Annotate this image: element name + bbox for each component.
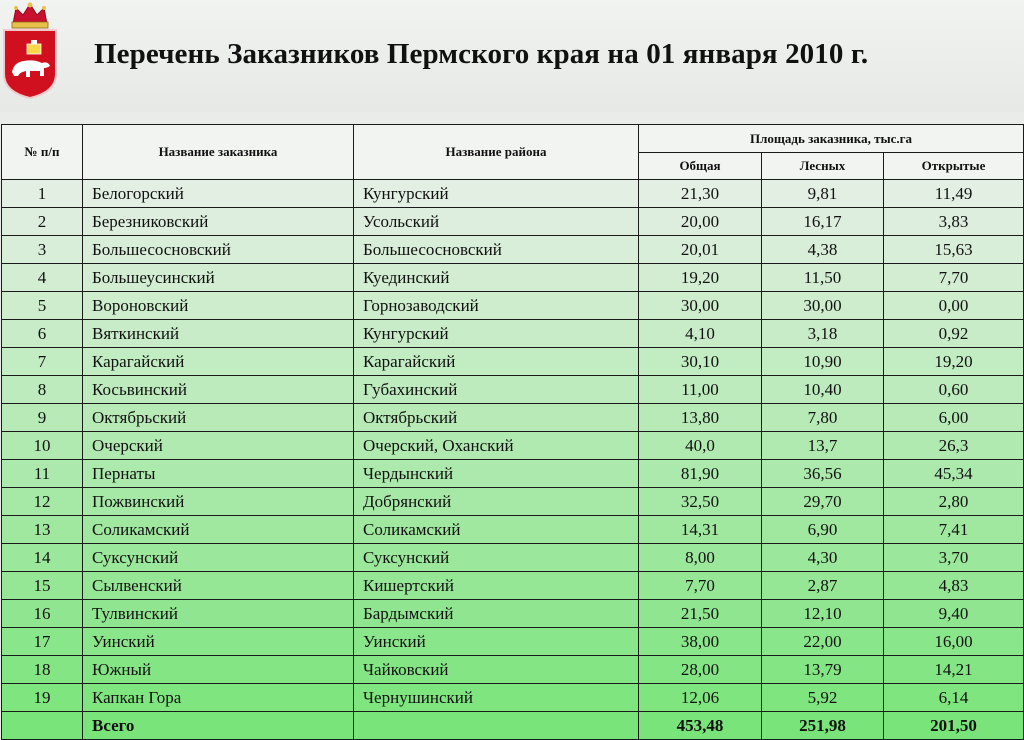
row-number: 4 — [2, 264, 83, 292]
row-number: 18 — [2, 656, 83, 684]
area-total: 13,80 — [639, 404, 762, 432]
row-number: 15 — [2, 572, 83, 600]
area-open: 14,21 — [884, 656, 1024, 684]
area-forest: 10,90 — [762, 348, 884, 376]
totals-empty-cell — [2, 712, 83, 740]
area-forest: 22,00 — [762, 628, 884, 656]
district-name: Большесосновский — [354, 236, 639, 264]
area-open: 19,20 — [884, 348, 1024, 376]
area-open: 3,70 — [884, 544, 1024, 572]
area-forest: 13,7 — [762, 432, 884, 460]
area-total: 4,10 — [639, 320, 762, 348]
table-row — [2, 264, 1024, 292]
reserve-name: Очерский — [83, 432, 354, 460]
area-open: 16,00 — [884, 628, 1024, 656]
table-row — [2, 544, 1024, 572]
area-forest: 3,18 — [762, 320, 884, 348]
table-row — [2, 572, 1024, 600]
table-row — [2, 628, 1024, 656]
row-number: 5 — [2, 292, 83, 320]
area-open: 6,14 — [884, 684, 1024, 712]
table-row — [2, 236, 1024, 264]
reserve-name: Уинский — [83, 628, 354, 656]
table-row — [2, 348, 1024, 376]
area-total: 32,50 — [639, 488, 762, 516]
table-row — [2, 460, 1024, 488]
area-forest: 10,40 — [762, 376, 884, 404]
area-open: 2,80 — [884, 488, 1024, 516]
district-name: Чайковский — [354, 656, 639, 684]
area-open: 7,41 — [884, 516, 1024, 544]
area-total: 20,01 — [639, 236, 762, 264]
area-total: 21,30 — [639, 180, 762, 208]
reserve-name: Березниковский — [83, 208, 354, 236]
table-row — [2, 180, 1024, 208]
reserve-name: Большеусинский — [83, 264, 354, 292]
table-row — [2, 684, 1024, 712]
totals-label: Всего — [83, 712, 354, 740]
area-forest: 5,92 — [762, 684, 884, 712]
row-number: 10 — [2, 432, 83, 460]
table-row — [2, 208, 1024, 236]
reserve-name: Большесосновский — [83, 236, 354, 264]
table-row — [2, 292, 1024, 320]
area-forest: 30,00 — [762, 292, 884, 320]
area-open: 0,92 — [884, 320, 1024, 348]
area-open: 11,49 — [884, 180, 1024, 208]
table-row — [2, 516, 1024, 544]
header-area-total: Общая — [639, 153, 762, 180]
area-open: 3,83 — [884, 208, 1024, 236]
row-number: 11 — [2, 460, 83, 488]
area-forest: 11,50 — [762, 264, 884, 292]
table-row — [2, 600, 1024, 628]
district-name: Уинский — [354, 628, 639, 656]
area-total: 19,20 — [639, 264, 762, 292]
district-name: Кунгурский — [354, 180, 639, 208]
row-number: 6 — [2, 320, 83, 348]
area-total: 11,00 — [639, 376, 762, 404]
area-total: 12,06 — [639, 684, 762, 712]
area-forest: 36,56 — [762, 460, 884, 488]
reserves-table — [1, 124, 1024, 740]
area-forest: 2,87 — [762, 572, 884, 600]
header-area-forest: Лесных — [762, 153, 884, 180]
area-forest: 16,17 — [762, 208, 884, 236]
row-number: 7 — [2, 348, 83, 376]
reserve-name: Вороновский — [83, 292, 354, 320]
area-open: 6,00 — [884, 404, 1024, 432]
header-name: Название заказника — [83, 125, 354, 180]
area-open: 26,3 — [884, 432, 1024, 460]
table-row — [2, 432, 1024, 460]
table-row — [2, 320, 1024, 348]
district-name: Усольский — [354, 208, 639, 236]
area-open: 45,34 — [884, 460, 1024, 488]
row-number: 19 — [2, 684, 83, 712]
reserve-name: Тулвинский — [83, 600, 354, 628]
district-name: Горнозаводский — [354, 292, 639, 320]
row-number: 3 — [2, 236, 83, 264]
header-area-open: Открытые — [884, 153, 1024, 180]
area-forest: 29,70 — [762, 488, 884, 516]
area-open: 4,83 — [884, 572, 1024, 600]
district-name: Куединский — [354, 264, 639, 292]
area-total: 8,00 — [639, 544, 762, 572]
totals-empty-cell — [354, 712, 639, 740]
row-number: 1 — [2, 180, 83, 208]
district-name: Кишертский — [354, 572, 639, 600]
totals-area-total: 453,48 — [639, 712, 762, 740]
row-number: 14 — [2, 544, 83, 572]
area-total: 28,00 — [639, 656, 762, 684]
row-number: 9 — [2, 404, 83, 432]
district-name: Кунгурский — [354, 320, 639, 348]
area-open: 7,70 — [884, 264, 1024, 292]
reserve-name: Белогорский — [83, 180, 354, 208]
reserve-name: Карагайский — [83, 348, 354, 376]
reserve-name: Пожвинский — [83, 488, 354, 516]
header-district: Название района — [354, 125, 639, 180]
row-number: 8 — [2, 376, 83, 404]
district-name: Чердынский — [354, 460, 639, 488]
area-forest: 13,79 — [762, 656, 884, 684]
table-row — [2, 656, 1024, 684]
totals-area-open: 201,50 — [884, 712, 1024, 740]
reserve-name: Октябрьский — [83, 404, 354, 432]
table-row — [2, 404, 1024, 432]
district-name: Октябрьский — [354, 404, 639, 432]
reserve-name: Косьвинский — [83, 376, 354, 404]
area-forest: 12,10 — [762, 600, 884, 628]
header-num: № п/п — [2, 125, 83, 180]
area-open: 15,63 — [884, 236, 1024, 264]
area-forest: 9,81 — [762, 180, 884, 208]
totals-row — [2, 712, 1024, 740]
area-open: 0,00 — [884, 292, 1024, 320]
area-forest: 6,90 — [762, 516, 884, 544]
area-forest: 4,30 — [762, 544, 884, 572]
area-total: 21,50 — [639, 600, 762, 628]
area-total: 81,90 — [639, 460, 762, 488]
row-number: 17 — [2, 628, 83, 656]
page-title: Перечень Заказников Пермского края на 01 января 2010 г. — [94, 38, 869, 70]
district-name: Соликамский — [354, 516, 639, 544]
district-name: Суксунский — [354, 544, 639, 572]
reserve-name: Суксунский — [83, 544, 354, 572]
totals-area-forest: 251,98 — [762, 712, 884, 740]
area-open: 0,60 — [884, 376, 1024, 404]
area-total: 40,0 — [639, 432, 762, 460]
area-total: 38,00 — [639, 628, 762, 656]
reserve-name: Пернаты — [83, 460, 354, 488]
row-number: 12 — [2, 488, 83, 516]
reserve-name: Сылвенский — [83, 572, 354, 600]
district-name: Губахинский — [354, 376, 639, 404]
reserve-name: Южный — [83, 656, 354, 684]
area-open: 9,40 — [884, 600, 1024, 628]
district-name: Бардымский — [354, 600, 639, 628]
area-total: 30,00 — [639, 292, 762, 320]
area-total: 7,70 — [639, 572, 762, 600]
reserve-name: Капкан Гора — [83, 684, 354, 712]
row-number: 16 — [2, 600, 83, 628]
reserve-name: Соликамский — [83, 516, 354, 544]
row-number: 2 — [2, 208, 83, 236]
district-name: Карагайский — [354, 348, 639, 376]
district-name: Чернушинский — [354, 684, 639, 712]
perm-krai-coat-of-arms-icon — [0, 0, 60, 100]
table-row — [2, 376, 1024, 404]
slide-header — [0, 0, 1024, 112]
row-number: 13 — [2, 516, 83, 544]
area-total: 30,10 — [639, 348, 762, 376]
area-forest: 7,80 — [762, 404, 884, 432]
area-total: 20,00 — [639, 208, 762, 236]
district-name: Добрянский — [354, 488, 639, 516]
reserve-name: Вяткинский — [83, 320, 354, 348]
table-row — [2, 488, 1024, 516]
area-total: 14,31 — [639, 516, 762, 544]
district-name: Очерский, Оханский — [354, 432, 639, 460]
area-forest: 4,38 — [762, 236, 884, 264]
header-area-group: Площадь заказника, тыс.га — [639, 125, 1024, 153]
